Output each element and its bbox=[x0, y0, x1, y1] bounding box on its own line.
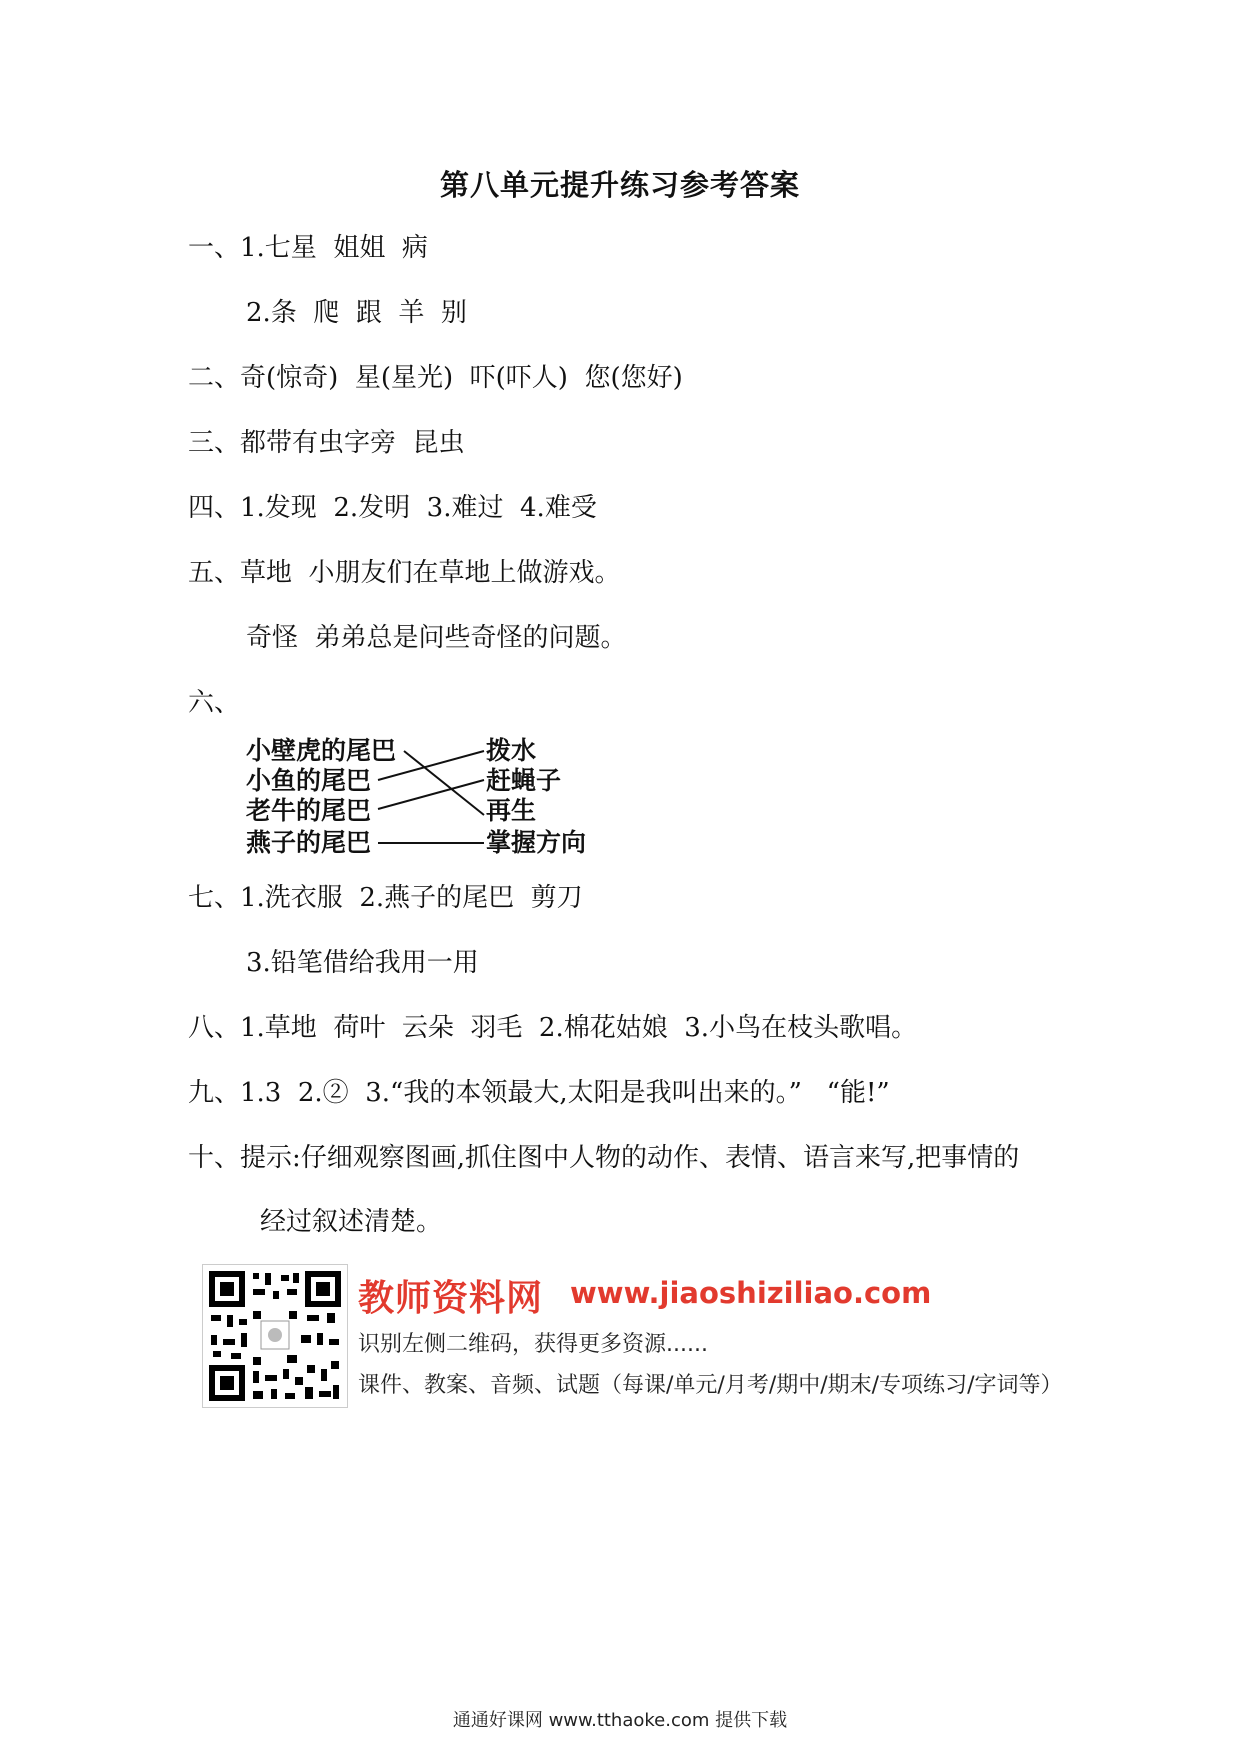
answer-q3: 三、都带有虫字旁 昆虫 bbox=[188, 428, 465, 458]
matching-diagram bbox=[246, 730, 646, 870]
match-right-item: 赶蝇子 bbox=[486, 766, 562, 795]
answer-q10-line1: 十、提示:仔细观察图画,抓住图中人物的动作、表情、语言来写,把事情的 bbox=[188, 1143, 1020, 1173]
answer-q10-line2: 经过叙述清楚。 bbox=[260, 1207, 443, 1237]
answer-q8: 八、1.草地 荷叶 云朵 羽毛 2.棉花姑娘 3.小鸟在枝头歌唱。 bbox=[188, 1013, 918, 1043]
answer-q7-line1: 七、1.洗衣服 2.燕子的尾巴 剪刀 bbox=[188, 883, 583, 913]
match-right-item: 拨水 bbox=[486, 736, 537, 765]
footer-credit: 通通好课网 www.tthaoke.com 提供下载 bbox=[452, 1710, 788, 1731]
match-line-3 bbox=[378, 780, 484, 809]
answer-q5-line2: 奇怪 弟弟总是问些奇怪的问题。 bbox=[246, 623, 627, 653]
match-left-item: 燕子的尾巴 bbox=[246, 828, 372, 857]
promo-text-1: 识别左侧二维码，获得更多资源...... bbox=[358, 1332, 708, 1357]
answer-q7-line2: 3.铅笔借给我用一用 bbox=[246, 948, 479, 978]
brand-url[interactable]: www.jiaoshiziliao.com bbox=[570, 1276, 932, 1310]
qr-code-icon bbox=[202, 1264, 348, 1408]
answer-q1-line2: 2.条 爬 跟 羊 别 bbox=[246, 298, 467, 328]
answer-q9: 九、1.3 2.② 3.“我的本领最大,太阳是我叫出来的。” “能!” bbox=[188, 1078, 890, 1108]
match-left-item: 小壁虎的尾巴 bbox=[246, 736, 397, 765]
match-left-item: 老牛的尾巴 bbox=[246, 796, 372, 825]
answer-q5-line1: 五、草地 小朋友们在草地上做游戏。 bbox=[188, 558, 621, 588]
match-right-item: 再生 bbox=[486, 796, 537, 825]
answer-q1-line1: 一、1.七星 姐姐 病 bbox=[188, 233, 428, 263]
match-left-item: 小鱼的尾巴 bbox=[246, 766, 372, 795]
promo-banner bbox=[200, 1262, 1130, 1412]
page-title: 第八单元提升练习参考答案 bbox=[439, 168, 800, 202]
brand-name: 教师资料网 bbox=[358, 1278, 544, 1319]
match-right-item: 掌握方向 bbox=[486, 828, 587, 857]
answer-q4: 四、1.发现 2.发明 3.难过 4.难受 bbox=[188, 493, 597, 523]
answer-q2: 二、奇(惊奇) 星(星光) 吓(吓人) 您(您好) bbox=[188, 363, 683, 393]
promo-text-2: 课件、教案、音频、试题（每课/单元/月考/期中/期末/专项练习/字词等） bbox=[358, 1373, 1063, 1398]
answer-q6-label: 六、 bbox=[188, 688, 241, 718]
